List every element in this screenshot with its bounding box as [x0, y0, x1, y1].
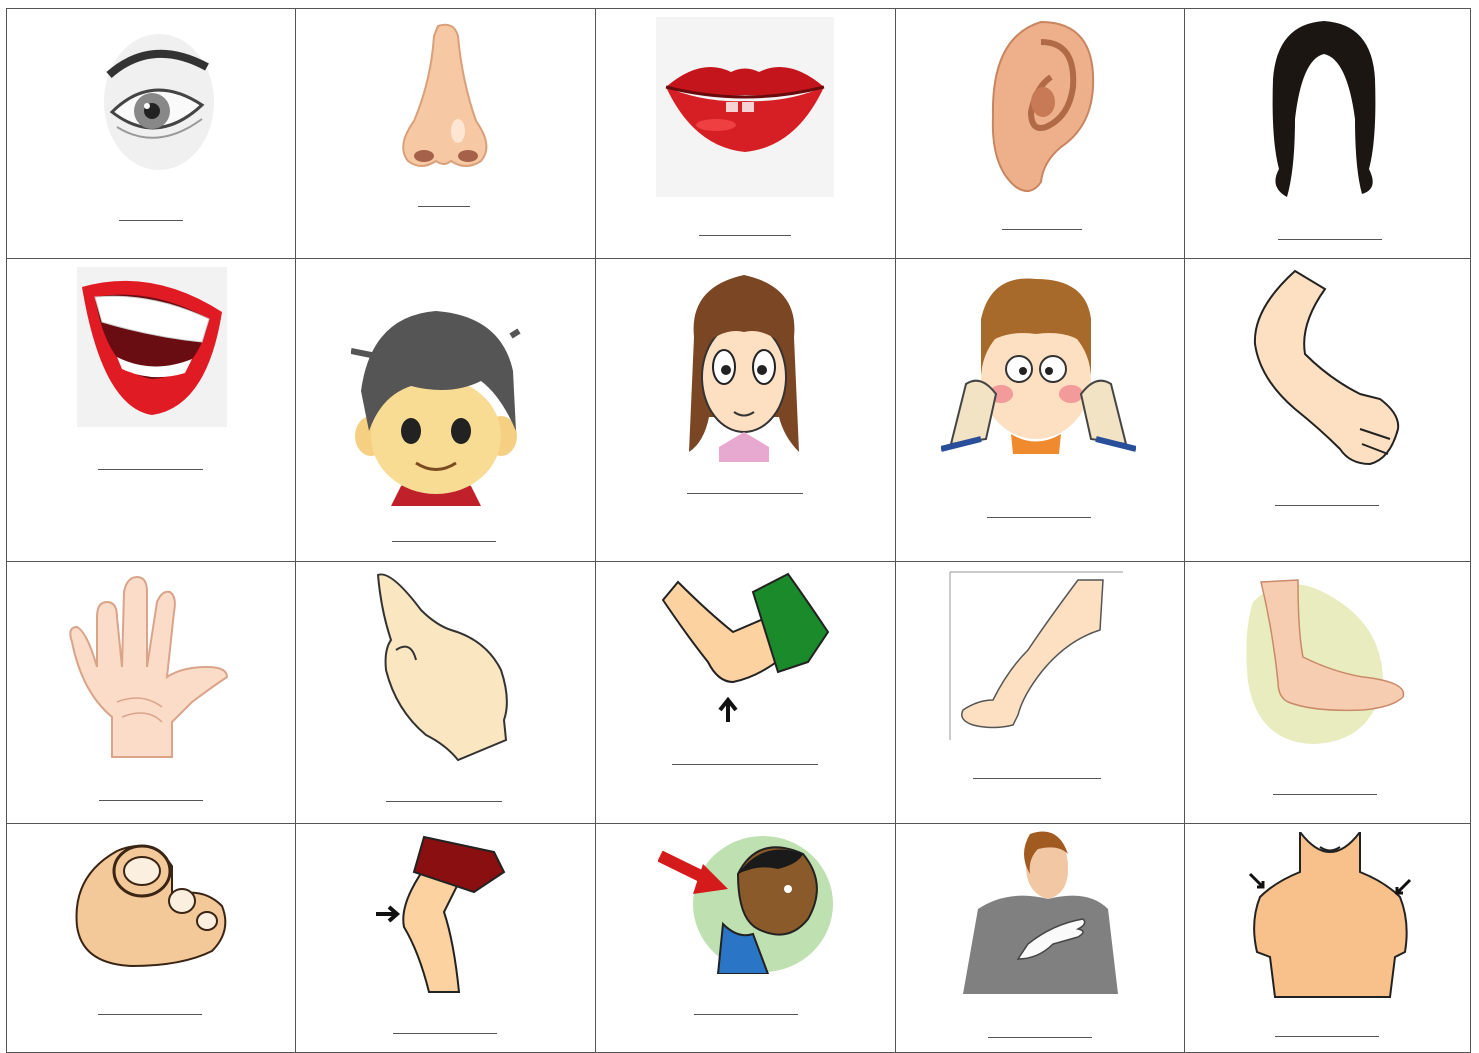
- cell-knee: [296, 824, 596, 1053]
- answer-line[interactable]: [687, 493, 803, 494]
- finger-icon: [376, 570, 516, 765]
- answer-line[interactable]: [1278, 239, 1382, 240]
- cell-girl-face: [596, 259, 896, 562]
- eye-icon: [97, 27, 222, 177]
- cell-arm: [1185, 259, 1471, 562]
- hair-icon: [1267, 19, 1382, 199]
- answer-line[interactable]: [973, 778, 1101, 779]
- knee-icon: [374, 832, 514, 997]
- answer-line[interactable]: [119, 220, 183, 221]
- cell-boy-face: [296, 259, 596, 562]
- answer-line[interactable]: [386, 801, 502, 802]
- cell-finger: [296, 562, 596, 824]
- elbow-icon: [658, 572, 833, 727]
- leg-icon: [948, 570, 1128, 745]
- back-icon: [958, 829, 1123, 999]
- cell-leg: [896, 562, 1185, 824]
- cell-shoulders: [1185, 824, 1471, 1053]
- cell-ear: [896, 9, 1185, 259]
- answer-line[interactable]: [1273, 794, 1377, 795]
- lips-icon: [656, 17, 834, 197]
- picture-grid: [6, 8, 1471, 1053]
- neck-icon: [658, 834, 833, 974]
- answer-line[interactable]: [988, 1037, 1092, 1038]
- answer-line[interactable]: [694, 1014, 798, 1015]
- answer-line[interactable]: [392, 541, 496, 542]
- cell-foot: [1185, 562, 1471, 824]
- arm-icon: [1250, 269, 1405, 469]
- ear-icon: [981, 17, 1101, 197]
- answer-line[interactable]: [1002, 229, 1082, 230]
- cell-hair: [1185, 9, 1471, 259]
- cell-back: [896, 824, 1185, 1053]
- answer-line[interactable]: [98, 1014, 202, 1015]
- answer-line[interactable]: [418, 206, 470, 207]
- answer-line[interactable]: [1275, 1036, 1379, 1037]
- cell-elbow: [596, 562, 896, 824]
- answer-line[interactable]: [987, 517, 1091, 518]
- girl-face-icon: [684, 267, 804, 462]
- cell-nose: [296, 9, 596, 259]
- answer-line[interactable]: [1275, 505, 1379, 506]
- cell-eye: [7, 9, 296, 259]
- boy-face-icon: [351, 301, 521, 506]
- answer-line[interactable]: [672, 764, 818, 765]
- answer-line[interactable]: [99, 800, 203, 801]
- cell-teeth: [7, 259, 296, 562]
- answer-line[interactable]: [393, 1033, 497, 1034]
- cell-lips: [596, 9, 896, 259]
- foot-icon: [1243, 572, 1413, 747]
- answer-line[interactable]: [699, 235, 791, 236]
- answer-line[interactable]: [98, 469, 203, 470]
- shoulders-icon: [1245, 832, 1415, 1002]
- cell-neck: [596, 824, 896, 1053]
- cell-hand: [7, 562, 296, 824]
- toes-icon: [72, 836, 237, 971]
- teeth-icon: [77, 267, 227, 427]
- cell-toes: [7, 824, 296, 1053]
- hand-icon: [62, 572, 242, 762]
- cheeks-icon: [941, 274, 1136, 464]
- cell-cheeks: [896, 259, 1185, 562]
- nose-icon: [396, 21, 496, 171]
